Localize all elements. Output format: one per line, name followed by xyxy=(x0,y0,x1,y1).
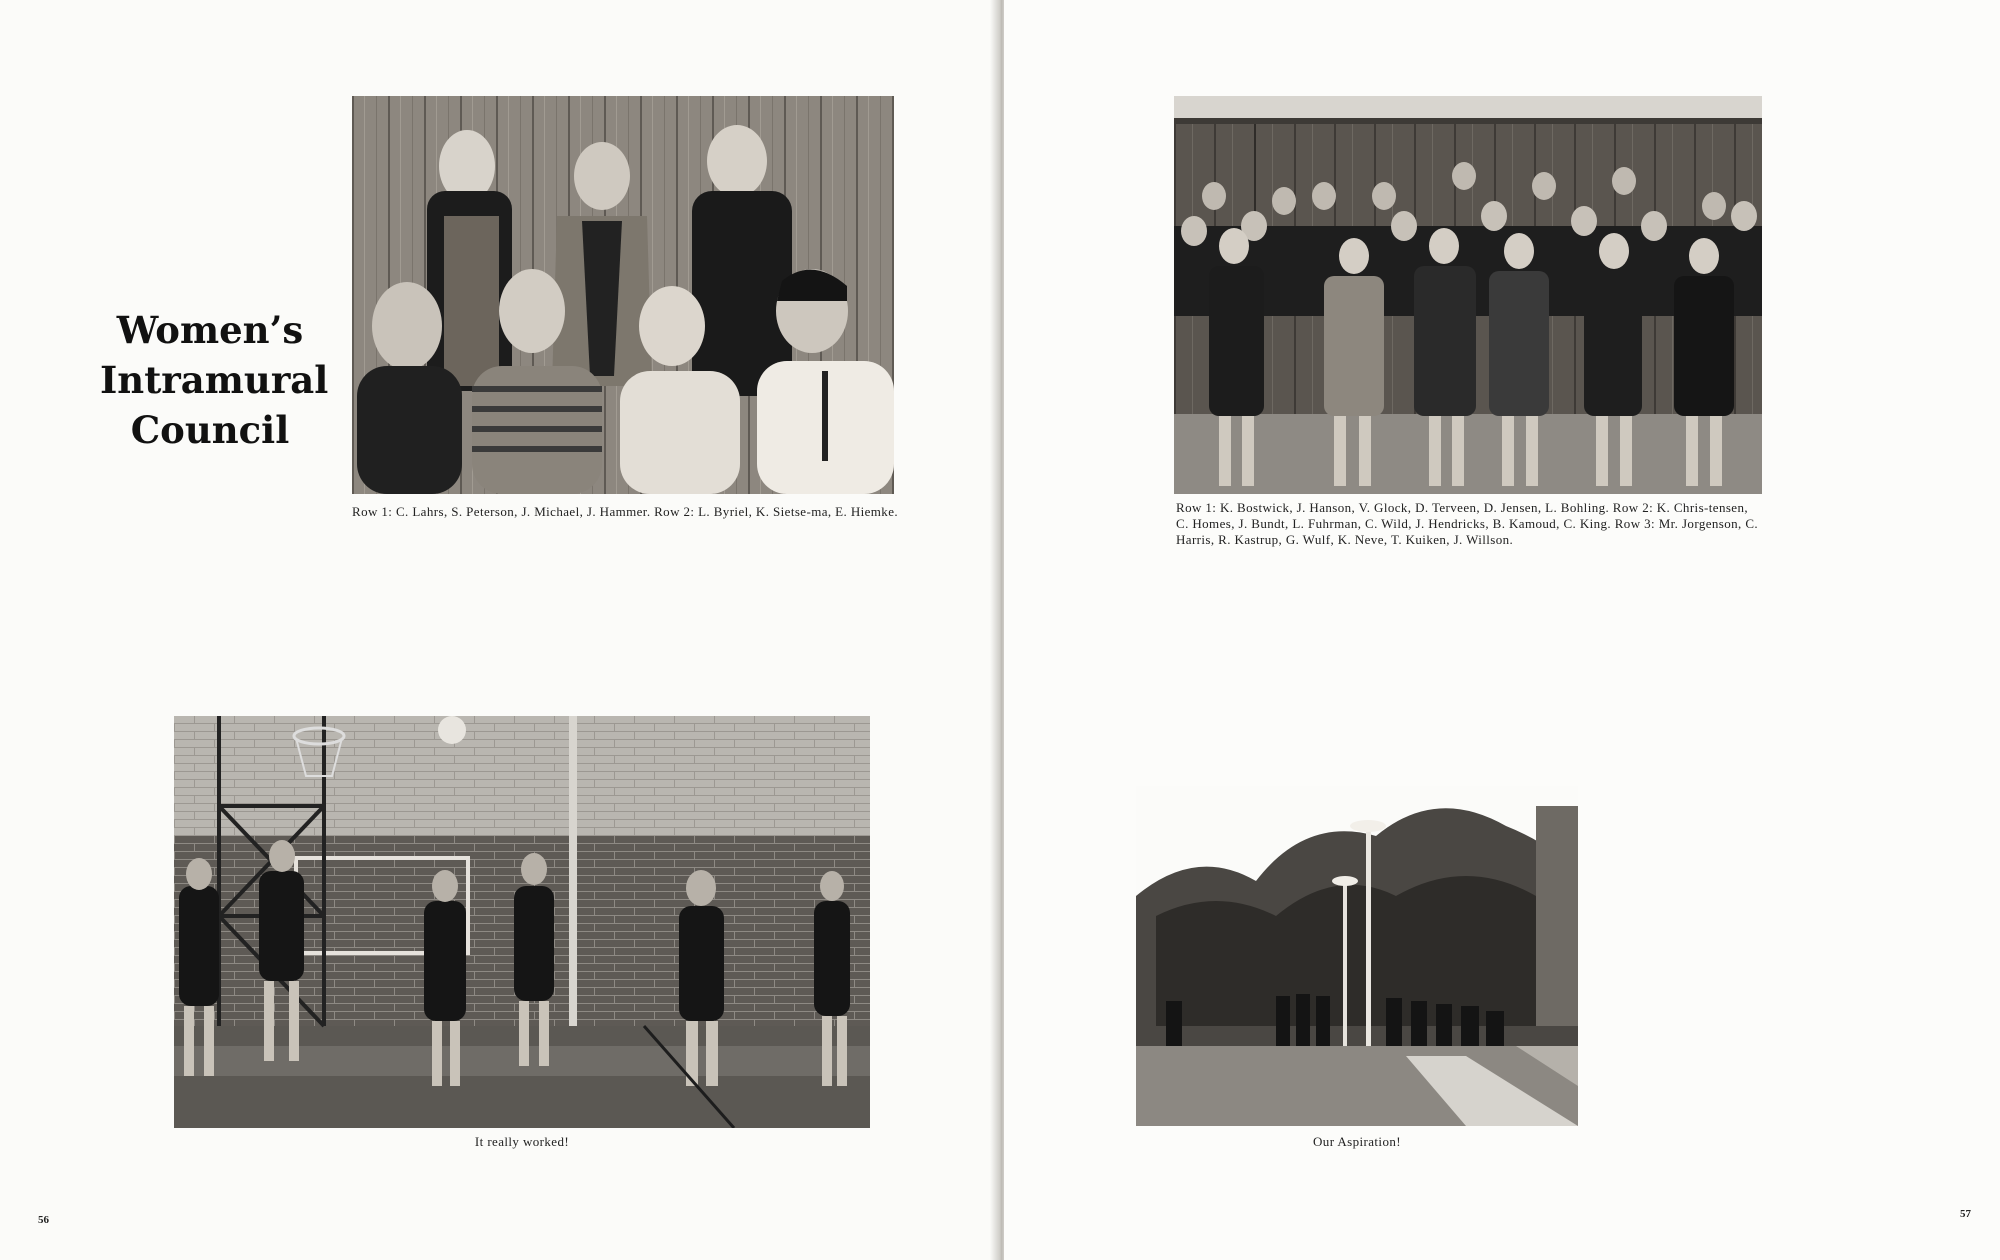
procession-photo xyxy=(1136,786,1578,1126)
council-photo-image xyxy=(352,96,894,494)
title-line-2: Intramural xyxy=(100,358,329,402)
page-number-left: 56 xyxy=(38,1214,49,1226)
basketball-photo-image xyxy=(174,716,870,1128)
procession-photo-caption: Our Aspiration! xyxy=(1313,1134,1401,1149)
basketball-photo-caption: It really worked! xyxy=(474,1134,570,1149)
page-number-right: 57 xyxy=(1960,1208,1971,1220)
group-photo-image xyxy=(1174,96,1762,494)
title-line-3: Council xyxy=(130,408,290,452)
council-photo-caption: Row 1: C. Lahrs, S. Peterson, J. Michael, J. Hammer. Row 2: L. Byriel, K. Sietse-ma, E. Hiemke. xyxy=(352,504,899,519)
group-photo xyxy=(1174,96,1762,494)
group-photo-caption: Row 1: K. Bostwick, J. Hanson, V. Glock, D. Terveen, D. Jensen, L. Bohling. Row 2: K. Chris-tensen, C. Homes, J. Bundt, L. Fuhrman, C. Wild, J. Hendricks, B. Kamoud, C. King. Row 3: Mr. Jorgenson, C. Harris, R. Kastrup, G. Wulf, K. Neve, T. Kuiken, J. Willson. xyxy=(1176,500,1759,547)
left-page xyxy=(0,0,996,1260)
section-title xyxy=(100,305,329,455)
right-page xyxy=(1004,0,2000,1260)
title-line-1: Women’s xyxy=(116,308,304,352)
council-photo xyxy=(352,96,894,494)
procession-photo-image xyxy=(1136,786,1578,1126)
basketball-photo xyxy=(174,716,870,1128)
